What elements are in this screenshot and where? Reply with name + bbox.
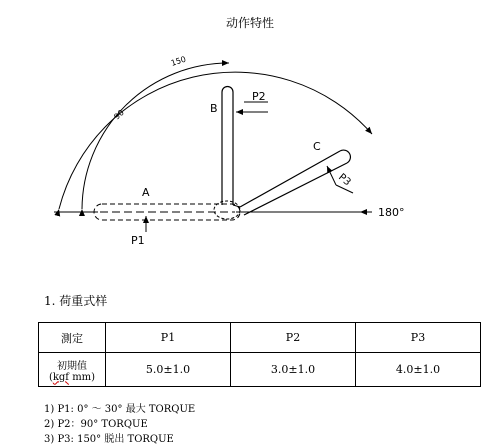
- table-header-cell: P3: [356, 323, 481, 353]
- table-cell: 5.0±1.0: [106, 353, 231, 387]
- label-a: A: [142, 186, 150, 199]
- unit-kgf: kgf: [52, 371, 70, 383]
- notes-list: [44, 402, 195, 447]
- row-label-unit: (kgf mm): [48, 371, 96, 383]
- label-b: B: [210, 102, 218, 115]
- row-label-line1: 初期值: [57, 360, 87, 372]
- table-row: [39, 353, 481, 387]
- note-item: 2) P2：90° TORQUE: [44, 419, 148, 430]
- table-header-cell: P2: [231, 323, 356, 353]
- label-c: C: [313, 140, 321, 153]
- label-p1: P1: [131, 234, 145, 247]
- table-cell: 3.0±1.0: [231, 353, 356, 387]
- note-item: 3) P3: 150° 脱出 TORQUE: [44, 434, 174, 445]
- label-p2: P2: [252, 90, 266, 103]
- section-heading: 1. 荷重式样: [44, 294, 108, 308]
- arc-outer-label: 150: [169, 54, 188, 68]
- label-180: 180°: [378, 206, 405, 219]
- load-spec-table: [38, 322, 481, 387]
- table-header-cell: 測定: [39, 323, 106, 353]
- arc-inner-label: 90: [112, 107, 126, 122]
- table-cell: 4.0±1.0: [356, 353, 481, 387]
- note-item: 1) P1: 0° ～ 30° 最大 TORQUE: [44, 404, 196, 415]
- label-p3: P3: [336, 171, 353, 189]
- table-header-cell: P1: [106, 323, 231, 353]
- outer-arc: [59, 72, 372, 209]
- inner-arc: [82, 63, 229, 209]
- table-header-row: [39, 323, 481, 353]
- row-label-cell: [39, 353, 106, 387]
- page-title: 动作特性: [225, 16, 274, 30]
